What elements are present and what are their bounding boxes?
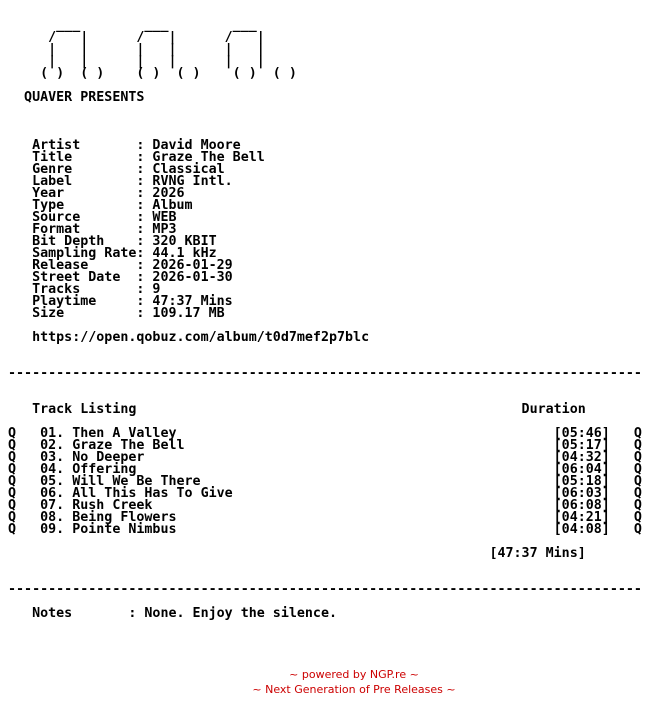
presenter-heading: QUAVER PRESENTS: [8, 90, 145, 105]
ascii-logo-line: ( ) ( ) ( ) ( ) ( ) ( ): [8, 66, 297, 81]
nfo-document: [8, 8, 642, 620]
footer-tagline: ~ Next Generation of Pre Releases ~: [252, 683, 456, 696]
info-row: Genre : Classical: [8, 162, 225, 177]
ascii-logo-line: / | / | / |: [8, 30, 265, 45]
info-row: Bit Depth : 320 KBIT: [8, 234, 217, 249]
info-row: Artist : David Moore: [8, 138, 241, 153]
info-row: Label : RVNG Intl.: [8, 174, 233, 189]
track-row: Q 09. Pointe Nimbus [04:08] Q: [8, 522, 642, 537]
info-row: Tracks : 9: [8, 282, 161, 297]
blank-line: [8, 560, 642, 572]
footer-powered-by: ~ powered by NGP.re ~: [289, 668, 419, 681]
notes-row: Notes : None. Enjoy the silence.: [8, 606, 337, 621]
info-row: Year : 2026: [8, 186, 185, 201]
track-row: Q 01. Then A Valley [05:46] Q: [8, 426, 642, 441]
track-row: Q 08. Being Flowers [04:21] Q: [8, 510, 642, 525]
track-row: Q 04. Offering [06:04] Q: [8, 462, 642, 477]
info-row: Format : MP3: [8, 222, 177, 237]
blank-line: [8, 344, 642, 356]
info-row: Title : Graze The Bell: [8, 150, 265, 165]
footer: [0, 667, 648, 697]
info-row: Release : 2026-01-29: [8, 258, 233, 273]
info-row: Type : Album: [8, 198, 193, 213]
ascii-logo-line: | | | | | |: [8, 42, 265, 57]
track-row: Q 05. Will We Be There [05:18] Q: [8, 474, 642, 489]
blank-line: [8, 116, 642, 128]
info-row: Size : 109.17 MB: [8, 306, 225, 321]
info-row: Street Date : 2026-01-30: [8, 270, 233, 285]
ascii-logo-line: | | | | | |: [8, 54, 265, 69]
track-row: Q 03. No Deeper [04:32] Q: [8, 450, 642, 465]
total-playtime: [47:37 Mins]: [8, 546, 586, 561]
separator-line: -------------------------------------------------------------------------------: [8, 582, 642, 597]
info-row: Playtime : 47:37 Mins: [8, 294, 233, 309]
blank-line: [8, 104, 642, 116]
separator-line: -------------------------------------------------------------------------------: [8, 366, 642, 381]
track-row: Q 07. Rush Creek [06:08] Q: [8, 498, 642, 513]
info-row: Source : WEB: [8, 210, 177, 225]
album-url: https://open.qobuz.com/album/t0d7mef2p7blc: [8, 330, 370, 345]
ascii-logo-line: ___ ___ ___: [8, 18, 257, 33]
track-row: Q 06. All This Has To Give [06:03] Q: [8, 486, 642, 501]
blank-line: [8, 380, 642, 392]
info-row: Sampling Rate: 44.1 kHz: [8, 246, 217, 261]
track-listing-header: Track Listing Duration: [8, 402, 586, 417]
track-row: Q 02. Graze The Bell [05:17] Q: [8, 438, 642, 453]
